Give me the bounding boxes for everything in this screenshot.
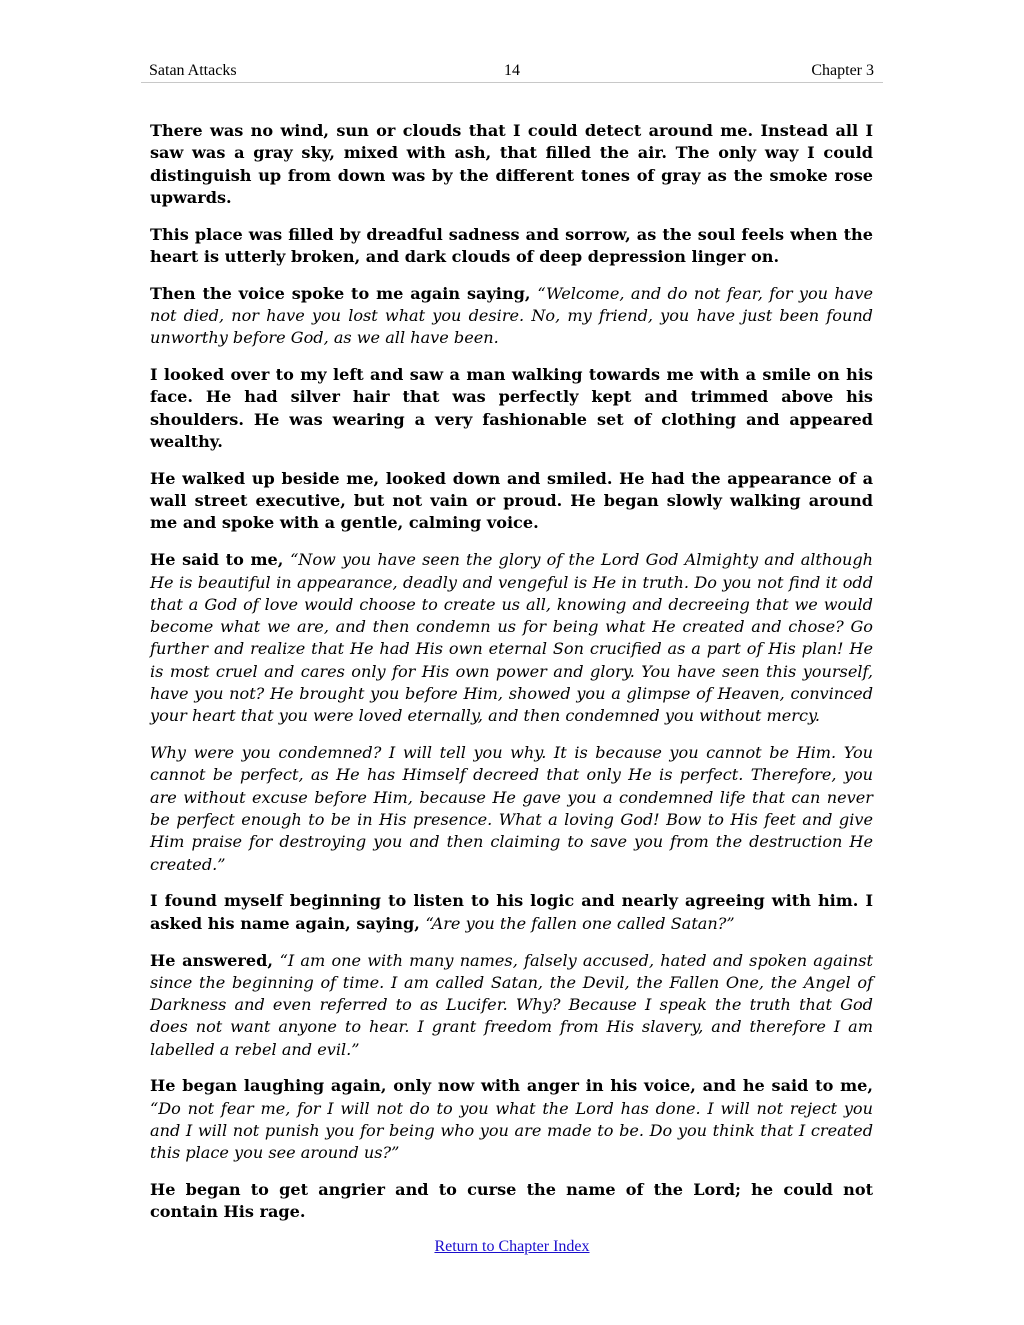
paragraph: [150, 549, 873, 727]
narrative-text: He walked up beside me, looked down and smiled. He had the appearance of a wall street executive, but not vain or proud. He began slowly walking around me and spoke with a gentle, calming voice.: [150, 468, 873, 533]
header-page-number: 14: [504, 62, 520, 79]
narrative-text: This place was filled by dreadful sadness and sorrow, as the soul feels when the heart is utterly broken, and dark clouds of deep depression linger on.: [150, 224, 873, 266]
quoted-speech: “Are you the fallen one called Satan?”: [425, 913, 735, 933]
paragraph: [150, 1075, 873, 1164]
narrative-text: He answered,: [150, 950, 280, 970]
paragraph: [150, 742, 873, 876]
header-chapter: Chapter 3: [811, 62, 874, 79]
narrative-text: Then the voice spoke to me again saying,: [150, 283, 538, 303]
page-body: [150, 120, 873, 1238]
page-footer: [0, 1238, 1024, 1256]
narrative-text: He began to get angrier and to curse the name of the Lord; he could not contain His rage.: [150, 1180, 873, 1222]
narrative-text: He said to me,: [150, 550, 291, 570]
page-header: [141, 58, 883, 83]
quoted-speech: “Do not fear me, for I will not do to you what the Lord has done. I will not reject you and I will not punish you for being who you are made to be. Do you think that I created this place you see around us?”: [150, 1098, 873, 1163]
quoted-speech: “Now you have seen the glory of the Lord God Almighty and although He is beautiful in appearance, deadly and vengeful is He in truth. Do you not find it odd that a God of love would choose to create us all, knowing and decreeing that we would become what we are, and then condemn us for being what He created and chose? Go further and realize that He had His own eternal Son crucified as a part of His plan! He is most cruel and cares only for His own power and glory. You have seen this yourself, have you not? He brought you before Him, showed you a glimpse of Heaven, convinced your heart that you were loved eternally, and then condemned you without mercy.: [150, 550, 873, 726]
paragraph: [150, 120, 873, 209]
quoted-speech: Why were you condemned? I will tell you why. It is because you cannot be Him. You cannot be perfect, as He has Himself decreed that only He is perfect. Therefore, you are without excuse before Him, because He gave you a condemned life that can never be perfect enough to be in His presence. What a loving God! Bow to His feet and give Him praise for destroying you and then claiming to save you from the destruction He created.”: [150, 743, 873, 874]
narrative-text: He began laughing again, only now with anger in his voice, and he said to me,: [150, 1076, 873, 1096]
narrative-text: I found myself beginning to listen to his logic and nearly agreeing with him. I asked his name again, saying,: [150, 891, 873, 933]
return-to-chapter-index-link[interactable]: Return to Chapter Index: [434, 1238, 590, 1255]
header-book-title: Satan Attacks: [149, 62, 237, 79]
paragraph: [150, 890, 873, 935]
paragraph: [150, 950, 873, 1061]
paragraph: [150, 283, 873, 350]
paragraph: [150, 224, 873, 269]
narrative-text: There was no wind, sun or clouds that I could detect around me. Instead all I saw was a gray sky, mixed with ash, that filled the air. The only way I could distinguish up from down was by the different tones of gray as the smoke rose upwards.: [150, 121, 873, 207]
paragraph: [150, 364, 873, 453]
paragraph: [150, 1179, 873, 1224]
quoted-speech: “Welcome, and do not fear, for you have not died, nor have you lost what you desire. No, my friend, you have just been found unworthy before God, as we all have been.: [150, 283, 873, 348]
paragraph: [150, 468, 873, 535]
quoted-speech: “I am one with many names, falsely accused, hated and spoken against since the beginning of time. I am called Satan, the Devil, the Fallen One, the Angel of Darkness and even referred to as Lucifer. Why? Because I speak the truth that God does not want anyone to hear. I grant freedom from His slavery, and therefore I am labelled a rebel and evil.”: [150, 950, 873, 1059]
narrative-text: I looked over to my left and saw a man walking towards me with a smile on his face. He had silver hair that was perfectly kept and trimmed above his shoulders. He was wearing a very fashionable set of clothing and appeared wealthy.: [150, 365, 873, 452]
